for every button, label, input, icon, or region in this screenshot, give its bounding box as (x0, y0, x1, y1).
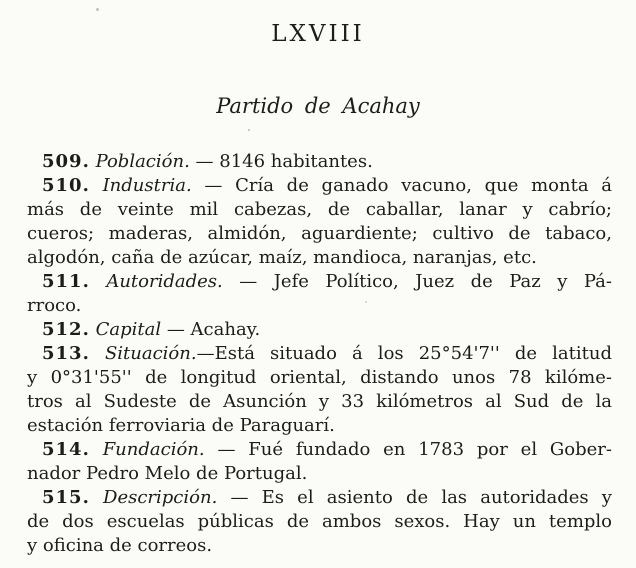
entry-line: tros al Sudeste de Asunción y 33 kilómetros al Sud de la (27, 391, 612, 412)
entry-text: — Cría de ganado vacuno, que monta á (204, 175, 612, 196)
entry-number: 514. (42, 439, 90, 460)
entry-line: cueros; maderas, almidón, aguardiente; cultivo de tabaco, (27, 223, 612, 244)
entry-512 (27, 318, 612, 342)
scan-speck (590, 519, 592, 521)
section-title: Partido de Acahay (216, 94, 420, 118)
entry-line: nador Pedro Melo de Portugal. (27, 463, 308, 484)
entry-number: 512. (42, 319, 90, 340)
entry-513 (27, 342, 612, 438)
entry-line (27, 150, 612, 174)
entry-line: y oficina de correos. (27, 535, 213, 556)
entry-text: — Jefe Político, Juez de Paz y Pá- (239, 271, 612, 292)
entry-term: Capital (95, 319, 162, 340)
entry-line: algodón, caña de azúcar, maíz, mandioca, naranjas, etc. (27, 247, 537, 268)
entry-term: Fundación. (102, 439, 205, 460)
entry-line (27, 270, 612, 294)
entry-number: 509. (42, 151, 90, 172)
entry-510 (27, 174, 612, 270)
body-text (27, 150, 612, 558)
entry-text: — 8146 habitantes. (195, 151, 373, 172)
entry-line: estación ferroviaria de Paraguarí. (27, 415, 335, 436)
entry-line: más de veinte mil cabezas, de caballar, lanar y cabrío; (27, 199, 612, 220)
entry-number: 515. (42, 487, 90, 508)
entry-line (27, 486, 612, 510)
entry-term: Situación. (104, 343, 197, 364)
entry-509 (27, 150, 612, 174)
entry-term: Industria. (102, 175, 192, 196)
entry-number: 513. (42, 343, 90, 364)
scan-speck (248, 129, 250, 131)
entry-term: Descripción. (103, 487, 218, 508)
entry-line: de dos escuelas públicas de ambos sexos. Hay un templo (27, 511, 612, 532)
entry-term: Autoridades. (106, 271, 223, 292)
entry-number: 510. (42, 175, 90, 196)
entry-text: — Es el asiento de las autoridades y (230, 487, 612, 508)
scan-speck (96, 8, 99, 11)
entry-text: — Fué fundado en 1783 por el Gober- (217, 439, 612, 460)
entry-term: Población. (95, 151, 190, 172)
entry-515 (27, 486, 612, 558)
entry-number: 511. (42, 271, 90, 292)
entry-line (27, 438, 612, 462)
entry-line: rroco. (27, 295, 82, 316)
scan-speck (365, 301, 367, 303)
entry-line: y 0°31'55'' de longitud oriental, distando unos 78 kilóme- (27, 367, 612, 388)
scan-speck (554, 190, 556, 192)
entry-text: —Está situado á los 25°54'7'' de latitud (196, 343, 612, 364)
entry-text: — Acahay. (166, 319, 261, 340)
entry-511 (27, 270, 612, 318)
entry-line (27, 342, 612, 366)
entry-line (27, 318, 612, 342)
entry-514 (27, 438, 612, 486)
entry-line (27, 174, 612, 198)
page-number: LXVIII (271, 21, 365, 47)
